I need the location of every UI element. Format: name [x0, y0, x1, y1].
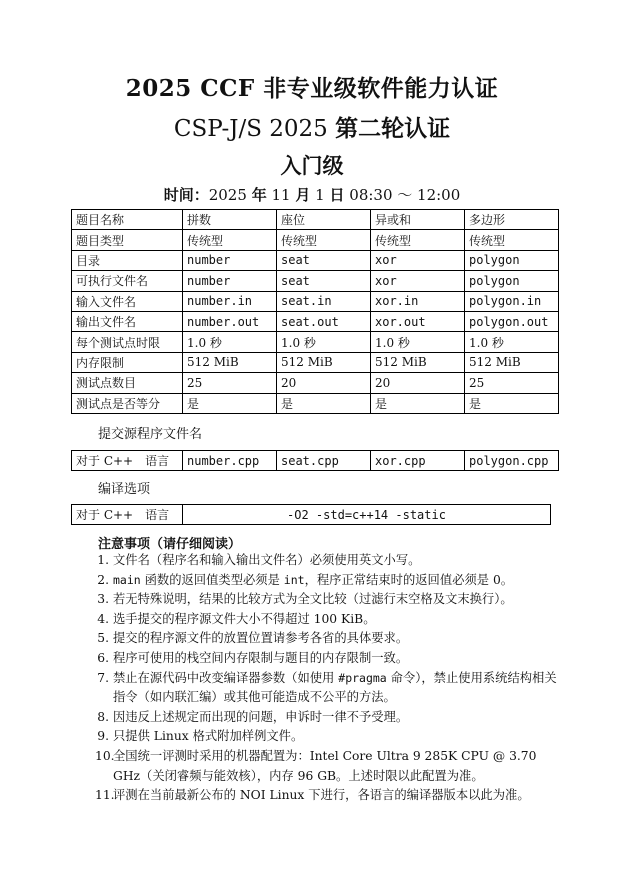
list-item: [95, 590, 560, 610]
table-cell: 512 MiB: [277, 352, 371, 372]
list-item: [95, 571, 560, 591]
time-year: 2025: [208, 186, 247, 204]
note-text: 文件名（程序名和输入输出文件名）必须使用英文小写。: [113, 553, 421, 567]
row-label: 测试点数目: [72, 373, 183, 393]
document-subtitle: [0, 110, 624, 143]
table-cell: number: [183, 250, 277, 270]
table-cell: 是: [465, 393, 559, 413]
submit-file-number: number.cpp: [183, 451, 277, 471]
list-item: [95, 649, 560, 669]
table-row: [72, 210, 559, 230]
row-label: 目录: [72, 250, 183, 270]
table-cell: xor: [371, 250, 465, 270]
list-item-number: 10.: [95, 748, 115, 763]
list-item: [95, 551, 560, 571]
table-cell: polygon.in: [465, 291, 559, 311]
time-day-unit: 日: [329, 186, 345, 204]
compile-options-label: 编译选项: [98, 482, 151, 497]
compile-options-table: [71, 504, 551, 525]
exam-time: [0, 184, 624, 205]
submit-file-xor: xor.cpp: [371, 451, 465, 471]
list-item: [95, 610, 560, 630]
table-cell: 传统型: [465, 230, 559, 250]
table-cell: seat.out: [277, 311, 371, 331]
table-cell: number.in: [183, 291, 277, 311]
note-text: 全国统一评测时采用的机器配置为：Intel Core Ultra 9 285K CPU @ 3.70 GHz（关闭睿频与能效核），内存 96 GB。上述时限以此配置为准。: [113, 748, 537, 783]
table-row: [72, 373, 559, 393]
row-label: 输出文件名: [72, 311, 183, 331]
submit-file-polygon: polygon.cpp: [465, 451, 559, 471]
row-label: 可执行文件名: [72, 271, 183, 291]
problem-info-table: [71, 209, 559, 414]
time-day: 1: [315, 186, 325, 204]
table-cell: 512 MiB: [371, 352, 465, 372]
table-row: [72, 271, 559, 291]
note-text: 评测在当前最新公布的 NOI Linux 下进行，各语言的编译器版本以此为准。: [113, 788, 530, 803]
table-cell: 1.0 秒: [465, 332, 559, 352]
table-row: [72, 505, 551, 525]
list-item-number: 5.: [97, 631, 109, 646]
list-item-number: 4.: [97, 611, 109, 626]
table-row: [72, 250, 559, 270]
list-item: [95, 786, 560, 806]
list-item-number: 3.: [97, 592, 109, 607]
note-text: 函数的返回值类型必须是: [140, 572, 284, 587]
table-row: [72, 230, 559, 250]
table-cell: 座位: [277, 210, 371, 230]
list-item: [95, 708, 560, 728]
table-cell: 20: [277, 373, 371, 393]
row-label: 测试点是否等分: [72, 393, 183, 413]
subtitle-exam-name: CSP-J/S 2025: [173, 116, 328, 142]
table-cell: 1.0 秒: [277, 332, 371, 352]
list-item: [95, 629, 560, 649]
table-cell: 传统型: [277, 230, 371, 250]
note-text: 命令），禁止使用系统结构相关指令（如内联汇编）或其他可能造成不公平的方法。: [113, 670, 557, 705]
list-item-number: 8.: [97, 709, 109, 724]
note-text: 只提供 Linux 格式附加样例文件。: [113, 729, 304, 744]
table-cell: xor.in: [371, 291, 465, 311]
row-label: 题目名称: [72, 210, 183, 230]
table-cell: 512 MiB: [465, 352, 559, 372]
table-cell: 512 MiB: [183, 352, 277, 372]
row-label: 题目类型: [72, 230, 183, 250]
list-item-number: 1.: [97, 553, 109, 567]
time-label: 时间：: [163, 186, 209, 204]
table-cell: number: [183, 271, 277, 291]
inline-code: int: [283, 572, 305, 587]
notes-title: 注意事项（请仔细阅读）: [98, 537, 242, 552]
table-cell: xor: [371, 271, 465, 291]
list-item: [95, 669, 560, 708]
row-label: 内存限制: [72, 352, 183, 372]
table-cell: xor.out: [371, 311, 465, 331]
level-title: 入门级: [280, 153, 344, 178]
time-month: 11: [271, 186, 291, 204]
note-text: 提交的程序源文件的放置位置请参考各省的具体要求。: [113, 631, 409, 646]
submit-files-table: [71, 450, 559, 471]
table-row: [72, 332, 559, 352]
compile-lang-label: 对于 C++ 语言: [72, 505, 183, 525]
note-text: 因违反上述规定而出现的问题，申诉时一律不予受理。: [113, 709, 409, 724]
time-year-unit: 年: [251, 186, 267, 204]
list-item: [95, 727, 560, 747]
table-cell: 20: [371, 373, 465, 393]
time-range: 08:30 ～ 12:00: [349, 186, 461, 204]
table-cell: seat: [277, 250, 371, 270]
note-text: 选手提交的程序源文件大小不得超过 100 KiB。: [113, 611, 376, 626]
table-cell: polygon: [465, 271, 559, 291]
row-label: 输入文件名: [72, 291, 183, 311]
table-cell: polygon.out: [465, 311, 559, 331]
note-text: 禁止在源代码中改变编译器参数（如使用: [113, 670, 339, 685]
submit-files-label: 提交源程序文件名: [98, 427, 203, 442]
note-text: 程序可使用的栈空间内存限制与题目的内存限制一致。: [113, 650, 409, 665]
note-text: 若无特殊说明，结果的比较方式为全文比较（过滤行末空格及文末换行）。: [113, 592, 513, 607]
table-cell: seat.in: [277, 291, 371, 311]
note-text: ，程序正常结束时的返回值必须是 0。: [304, 572, 514, 587]
list-item-number: 7.: [97, 670, 109, 685]
list-item-number: 11.: [95, 788, 115, 803]
document-title: 2025 CCF 非专业级软件能力认证: [125, 75, 499, 102]
table-cell: 传统型: [183, 230, 277, 250]
table-cell: 传统型: [371, 230, 465, 250]
table-cell: 是: [371, 393, 465, 413]
subtitle-round: 第二轮认证: [335, 115, 451, 142]
time-month-unit: 月: [295, 186, 311, 204]
table-cell: seat: [277, 271, 371, 291]
inline-code: #pragma: [338, 670, 387, 685]
list-item: [95, 747, 560, 786]
table-row: [72, 291, 559, 311]
table-cell: 拼数: [183, 210, 277, 230]
table-cell: 1.0 秒: [183, 332, 277, 352]
table-cell: 多边形: [465, 210, 559, 230]
table-cell: 25: [183, 373, 277, 393]
row-label: 每个测试点时限: [72, 332, 183, 352]
table-row: [72, 451, 559, 471]
table-cell: 1.0 秒: [371, 332, 465, 352]
submit-file-seat: seat.cpp: [277, 451, 371, 471]
table-row: [72, 393, 559, 413]
submit-lang-label: 对于 C++ 语言: [72, 451, 183, 471]
list-item-number: 6.: [97, 650, 109, 665]
table-cell: 异或和: [371, 210, 465, 230]
table-cell: 是: [183, 393, 277, 413]
table-cell: polygon: [465, 250, 559, 270]
table-cell: 是: [277, 393, 371, 413]
table-row: [72, 311, 559, 331]
inline-code: main: [113, 572, 141, 587]
table-row: [72, 352, 559, 372]
list-item-number: 2.: [97, 572, 109, 587]
notes-list: [95, 551, 560, 806]
list-item-number: 9.: [97, 729, 109, 744]
table-cell: number.out: [183, 311, 277, 331]
table-cell: 25: [465, 373, 559, 393]
compile-options-value: -O2 -std=c++14 -static: [183, 505, 551, 525]
